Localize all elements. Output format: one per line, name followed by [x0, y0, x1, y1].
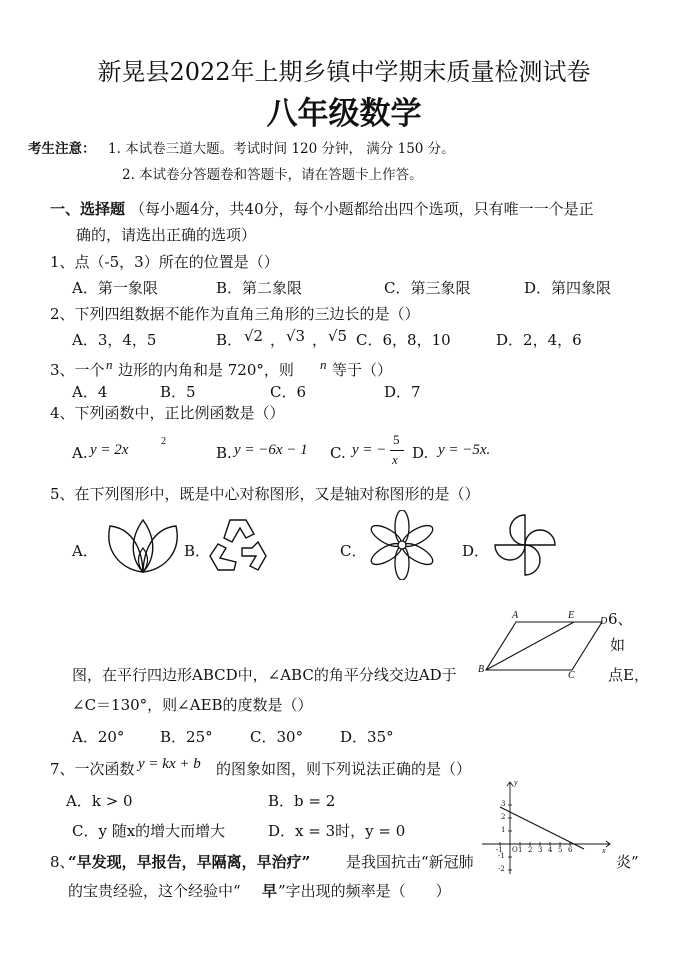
q3-var-n-2: n [320, 357, 327, 372]
q6-label-b: B [478, 664, 485, 675]
q4-option-c-numerator: 5 [393, 432, 400, 447]
q1-option-c: C．第三象限 [384, 279, 471, 297]
q7-graph-xtick: 2 [528, 846, 533, 854]
exam-title: 新晃县2022年上期乡镇中学期末质量检测试卷 [97, 58, 591, 86]
section-heading: 一、选择题 [50, 200, 126, 218]
q5-option-b-label: B． [184, 542, 211, 560]
q7-option-b: B．b = 2 [268, 792, 336, 810]
q7-graph-xtick: 1 [518, 846, 523, 854]
q7-graph-origin: O [512, 846, 518, 854]
notice-line-1: 1. 本试卷三道大题。考试时间 120 分钟， 满分 150 分。 [108, 141, 455, 157]
q3-stem-mid: 边形的内角和是 720°，则 [118, 361, 294, 379]
q4-stem: 4、下列函数中，正比例函数是（） [50, 404, 285, 422]
q8-line-1-rest: 是我国抗击“新冠肺 [346, 853, 474, 871]
q4-option-b-expr: y = −6x − 1 [234, 442, 308, 458]
q3-option-d: D．7 [384, 383, 421, 401]
q3-stem-post: 等于（） [332, 361, 393, 379]
q4-option-a-label: A. [72, 444, 88, 462]
q8-line-2-post: ”字出现的频率是（ ） [278, 882, 451, 900]
q4-option-c-expr: y = − [352, 442, 387, 458]
q3-option-c: C．6 [270, 383, 307, 401]
q7-graph-xtick: 4 [548, 846, 553, 854]
q6-label-c: C [568, 670, 575, 681]
q7-option-d: D．x = 3时，y = 0 [268, 822, 406, 840]
q4-option-a-expr: y = 2x [90, 442, 129, 458]
q4-fraction-bar [390, 450, 404, 451]
q6-parallelogram-figure [476, 608, 612, 682]
q6-line-1: 图，在平行四边形ABCD中，∠ABC的角平分线交边AD于 [72, 666, 457, 684]
q4-option-d-label: D. [412, 444, 429, 462]
q7-graph-xtick: -1 [496, 846, 503, 854]
q2-option-c: C．6，8，10 [356, 331, 451, 349]
q5-option-a-label: A． [72, 542, 98, 560]
q7-function-graph [478, 778, 614, 878]
notice-line-2: 2. 本试卷分答题卷和答题卡，请在答题卡上作答。 [122, 167, 423, 183]
section-desc-2: 确的，请选出正确的选项） [76, 226, 257, 244]
notice-label: 考生注意： [28, 141, 96, 157]
q7-option-a: A．k > 0 [66, 792, 133, 810]
q7-option-c: C．y 随x的增大而增大 [72, 822, 226, 840]
q6-option-d: D．35° [340, 728, 394, 746]
q7-graph-ytick: -1 [498, 852, 505, 860]
q7-graph-xtick: 6 [568, 846, 573, 854]
q7-graph-x-label: x [602, 846, 606, 855]
q6-label-d: D [600, 616, 608, 627]
q7-graph-ytick: 2 [501, 813, 506, 821]
q6-point-e: 点E， [608, 666, 649, 684]
q7-stem-expr: y = kx + b [138, 756, 201, 772]
q3-option-b: B．5 [160, 383, 196, 401]
q5-figure-a [100, 512, 186, 578]
q7-graph-ytick: 3 [501, 800, 506, 808]
q8-number: 8、 [50, 853, 75, 871]
q6-number: 6、 [608, 610, 633, 628]
q3-stem-pre: 3、一个 [50, 361, 105, 379]
q4-option-a-exponent: 2 [161, 436, 166, 447]
q2-option-b-root2: √3 [286, 327, 306, 345]
q8-line-2-pre: 的宝贵经验，这个经验中“ [68, 882, 241, 900]
q5-figure-c [368, 510, 436, 580]
q2-option-b-root1: √2 [244, 327, 264, 345]
q6-label-e: E [568, 610, 575, 621]
q7-stem-pre: 7、一次函数 [50, 760, 135, 778]
section-desc-1: （每小题4分，共40分，每个小题都给出四个选项，只有唯一一个是正 [130, 200, 594, 218]
q5-figure-b [206, 516, 270, 576]
q6-label-a: A [512, 610, 519, 621]
q3-var-n: n [106, 357, 113, 372]
q7-stem-post: 的图象如图，则下列说法正确的是（） [216, 760, 472, 778]
q2-option-b-label: B． [216, 331, 243, 349]
q1-stem: 1、点（-5，3）所在的位置是（） [50, 253, 279, 271]
q6-option-a: A．20° [72, 728, 125, 746]
q5-figure-d [492, 512, 558, 578]
q4-option-c-denominator: x [392, 452, 398, 467]
exam-subtitle: 八年级数学 [266, 96, 422, 132]
q8-line-2-bold: 早 [262, 882, 278, 900]
q6-ru: 如 [610, 636, 626, 654]
q8-bold-phrase: “早发现，早报告，早隔离，早治疗” [68, 853, 311, 871]
q7-graph-xtick: 5 [558, 846, 563, 854]
q3-option-a: A．4 [72, 383, 108, 401]
q1-option-a: A．第一象限 [72, 279, 158, 297]
q5-option-d-label: D． [462, 542, 490, 560]
q2-option-d: D．2，4，6 [496, 331, 582, 349]
q7-graph-ytick: 1 [501, 826, 506, 834]
q2-option-a: A．3，4，5 [72, 331, 157, 349]
q7-graph-y-label: y [514, 778, 518, 787]
q4-option-c-label: C. [330, 444, 346, 462]
q5-stem: 5、在下列图形中，既是中心对称图形，又是轴对称图形的是（） [50, 485, 480, 503]
q8-tail: 炎” [616, 853, 639, 871]
q4-option-d-expr: y = −5x. [438, 442, 491, 458]
q7-graph-ytick: -2 [498, 865, 505, 873]
q6-option-b: B．25° [160, 728, 213, 746]
q1-option-d: D．第四象限 [524, 279, 612, 297]
q4-option-b-label: B. [216, 444, 232, 462]
q6-line-2: ∠C＝130°，则∠AEB的度数是（） [72, 696, 313, 714]
q7-graph-xtick: 3 [538, 846, 543, 854]
q5-option-c-label: C． [340, 542, 367, 560]
q2-option-b-root3: √5 [328, 327, 348, 345]
q1-option-b: B．第二象限 [216, 279, 303, 297]
q2-stem: 2、下列四组数据不能作为直角三角形的三边长的是（） [50, 305, 420, 323]
q6-option-c: C．30° [250, 728, 304, 746]
